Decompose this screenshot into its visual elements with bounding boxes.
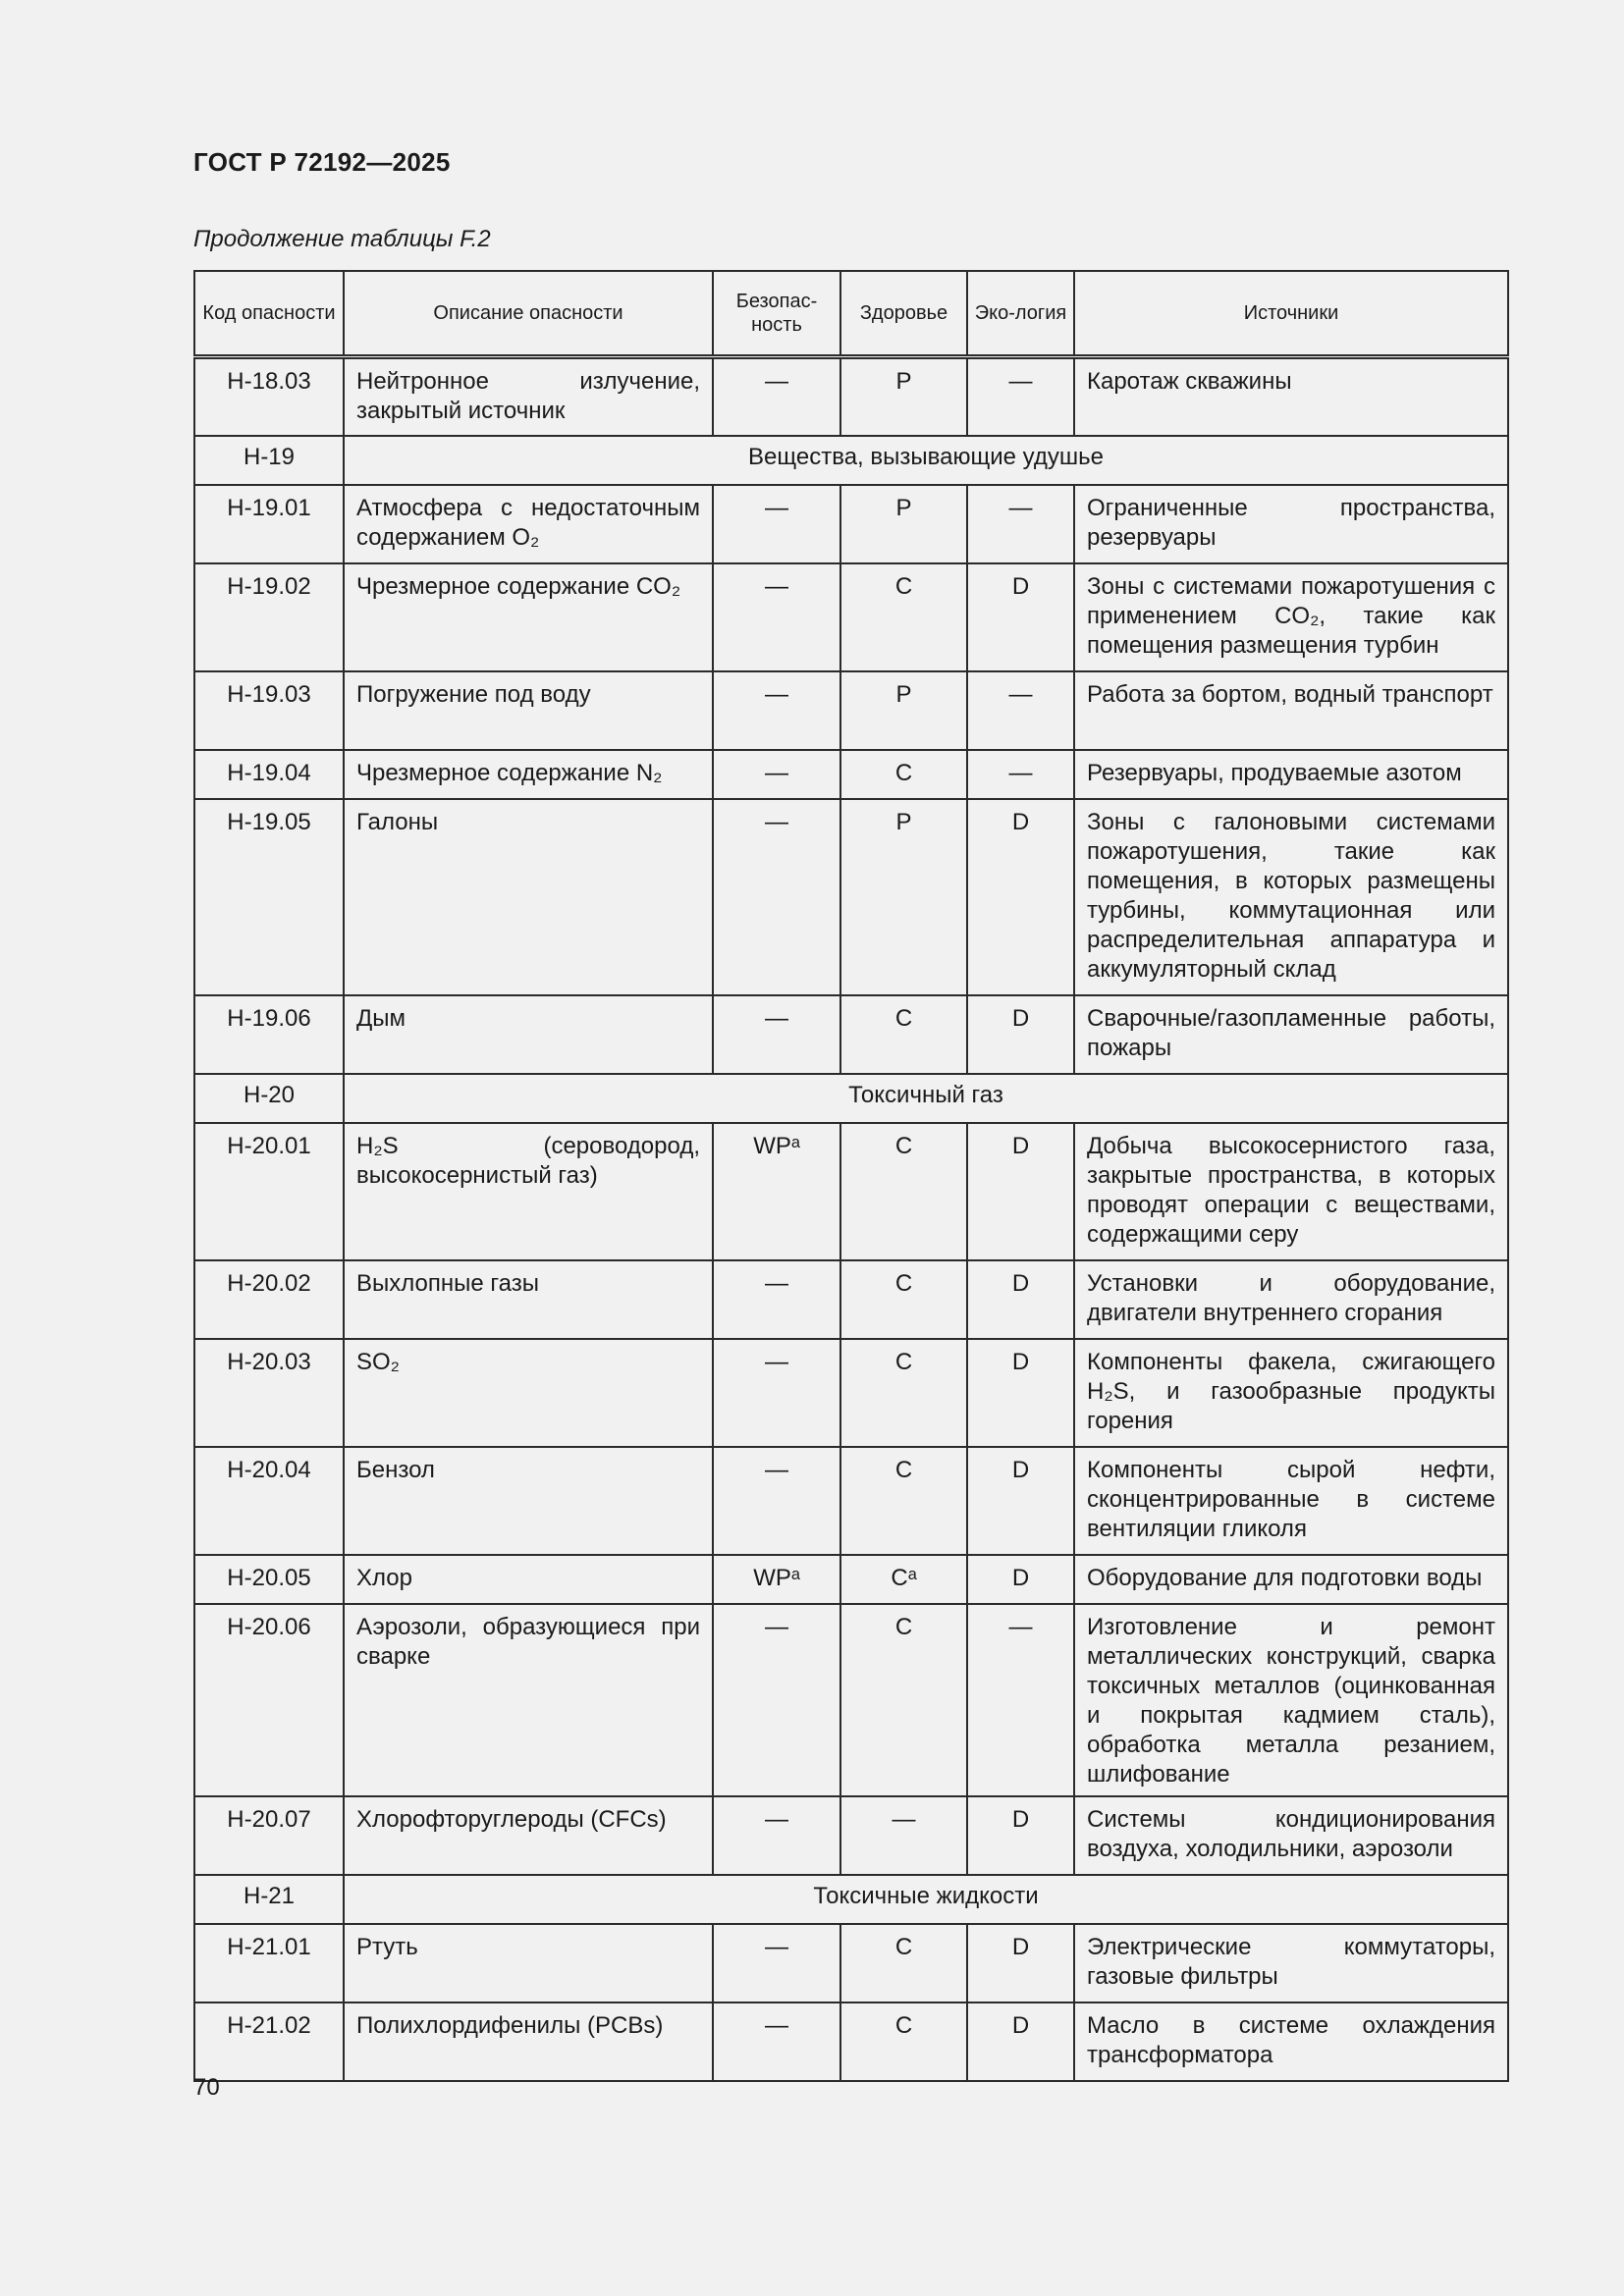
column-header-ecology: Эко-логия bbox=[967, 271, 1074, 357]
table-row bbox=[194, 1555, 1508, 1604]
ecology-value: D bbox=[967, 1339, 1074, 1447]
ecology-value: D bbox=[967, 1123, 1074, 1260]
group-code: H-21 bbox=[194, 1875, 344, 1924]
hazard-sources: Резервуары, продуваемые азотом bbox=[1074, 750, 1508, 799]
table-row bbox=[194, 1604, 1508, 1796]
safety-value: — bbox=[713, 1796, 840, 1875]
health-value: C bbox=[840, 563, 967, 671]
safety-value: — bbox=[713, 1260, 840, 1339]
safety-value: — bbox=[713, 563, 840, 671]
safety-value: — bbox=[713, 799, 840, 995]
hazard-description: Чрезмерное содержание N₂ bbox=[344, 750, 713, 799]
hazard-code: H-20.06 bbox=[194, 1604, 344, 1796]
table-group-row bbox=[194, 436, 1508, 485]
hazard-description: H₂S (сероводород, высокосернистый газ) bbox=[344, 1123, 713, 1260]
group-title: Вещества, вызывающие удушье bbox=[344, 436, 1508, 485]
table-row bbox=[194, 671, 1508, 750]
hazard-description: Дым bbox=[344, 995, 713, 1074]
hazard-sources: Работа за бортом, водный транспорт bbox=[1074, 671, 1508, 750]
hazard-code: H-21.02 bbox=[194, 2002, 344, 2081]
table-group-row bbox=[194, 1875, 1508, 1924]
page-number: 70 bbox=[193, 2074, 220, 2101]
safety-value: — bbox=[713, 995, 840, 1074]
safety-value: — bbox=[713, 1924, 840, 2002]
safety-value: — bbox=[713, 357, 840, 436]
column-header-safety: Безопас-ность bbox=[713, 271, 840, 357]
health-value: — bbox=[840, 1796, 967, 1875]
health-value: C bbox=[840, 1447, 967, 1555]
hazard-code: H-21.01 bbox=[194, 1924, 344, 2002]
hazard-sources: Ограниченные пространства, резервуары bbox=[1074, 485, 1508, 563]
group-code: H-19 bbox=[194, 436, 344, 485]
ecology-value: D bbox=[967, 1447, 1074, 1555]
table-row bbox=[194, 750, 1508, 799]
hazard-description: Хлор bbox=[344, 1555, 713, 1604]
column-header-health: Здоровье bbox=[840, 271, 967, 357]
group-title: Токсичные жидкости bbox=[344, 1875, 1508, 1924]
hazard-code: H-20.01 bbox=[194, 1123, 344, 1260]
table-row bbox=[194, 2002, 1508, 2081]
document-header: ГОСТ Р 72192—2025 bbox=[193, 147, 451, 177]
safety-value: — bbox=[713, 1447, 840, 1555]
hazard-description: Галоны bbox=[344, 799, 713, 995]
health-value: C bbox=[840, 995, 967, 1074]
hazard-description: Полихлордифенилы (PCBs) bbox=[344, 2002, 713, 2081]
hazard-description: Бензол bbox=[344, 1447, 713, 1555]
hazard-code: H-19.05 bbox=[194, 799, 344, 995]
hazard-sources: Системы кондиционирования воздуха, холодильники, аэрозоли bbox=[1074, 1796, 1508, 1875]
health-value: C bbox=[840, 1339, 967, 1447]
safety-value: WPᵃ bbox=[713, 1123, 840, 1260]
table-group-row bbox=[194, 1074, 1508, 1123]
ecology-value: D bbox=[967, 995, 1074, 1074]
hazard-sources: Оборудование для подготовки воды bbox=[1074, 1555, 1508, 1604]
hazard-sources: Компоненты факела, сжигающего H₂S, и газообразные продукты горения bbox=[1074, 1339, 1508, 1447]
hazard-code: H-20.03 bbox=[194, 1339, 344, 1447]
table-row bbox=[194, 995, 1508, 1074]
group-title: Токсичный газ bbox=[344, 1074, 1508, 1123]
ecology-value: — bbox=[967, 357, 1074, 436]
table-row bbox=[194, 1924, 1508, 2002]
health-value: C bbox=[840, 1924, 967, 2002]
hazard-description: Атмосфера с недостаточным содержанием O₂ bbox=[344, 485, 713, 563]
hazard-sources: Изготовление и ремонт металлических конструкций, сварка токсичных металлов (оцинкованная и покрытая кадмием сталь), обработка металла резанием, шлифование bbox=[1074, 1604, 1508, 1796]
health-value: C bbox=[840, 1260, 967, 1339]
hazard-code: H-20.07 bbox=[194, 1796, 344, 1875]
hazard-description: Чрезмерное содержание CO₂ bbox=[344, 563, 713, 671]
safety-value: — bbox=[713, 485, 840, 563]
health-value: P bbox=[840, 671, 967, 750]
safety-value: — bbox=[713, 750, 840, 799]
hazard-sources: Каротаж скважины bbox=[1074, 357, 1508, 436]
safety-value: — bbox=[713, 2002, 840, 2081]
table-row bbox=[194, 1796, 1508, 1875]
group-code: H-20 bbox=[194, 1074, 344, 1123]
table-caption: Продолжение таблицы F.2 bbox=[193, 226, 491, 252]
hazard-description: Ртуть bbox=[344, 1924, 713, 2002]
ecology-value: D bbox=[967, 1260, 1074, 1339]
ecology-value: — bbox=[967, 750, 1074, 799]
ecology-value: — bbox=[967, 671, 1074, 750]
safety-value: WPᵃ bbox=[713, 1555, 840, 1604]
health-value: P bbox=[840, 357, 967, 436]
safety-value: — bbox=[713, 1339, 840, 1447]
hazard-sources: Установки и оборудование, двигатели внутреннего сгорания bbox=[1074, 1260, 1508, 1339]
hazard-code: H-19.04 bbox=[194, 750, 344, 799]
health-value: C bbox=[840, 1123, 967, 1260]
ecology-value: — bbox=[967, 485, 1074, 563]
health-value: C bbox=[840, 2002, 967, 2081]
hazard-code: H-19.06 bbox=[194, 995, 344, 1074]
hazard-sources: Сварочные/газопламенные работы, пожары bbox=[1074, 995, 1508, 1074]
health-value: Cᵃ bbox=[840, 1555, 967, 1604]
hazard-code: H-20.02 bbox=[194, 1260, 344, 1339]
column-header-description: Описание опасности bbox=[344, 271, 713, 357]
safety-value: — bbox=[713, 671, 840, 750]
hazard-sources: Электрические коммутаторы, газовые фильтры bbox=[1074, 1924, 1508, 2002]
ecology-value: D bbox=[967, 1924, 1074, 2002]
ecology-value: D bbox=[967, 1555, 1074, 1604]
hazard-description: Хлорофторуглероды (CFCs) bbox=[344, 1796, 713, 1875]
table-row bbox=[194, 1123, 1508, 1260]
ecology-value: D bbox=[967, 799, 1074, 995]
hazard-code: H-19.02 bbox=[194, 563, 344, 671]
hazard-description: SO₂ bbox=[344, 1339, 713, 1447]
column-header-code: Код опасности bbox=[194, 271, 344, 357]
hazard-sources: Масло в системе охлаждения трансформатора bbox=[1074, 2002, 1508, 2081]
hazard-code: H-20.04 bbox=[194, 1447, 344, 1555]
hazard-sources: Компоненты сырой нефти, сконцентрированные в системе вентиляции гликоля bbox=[1074, 1447, 1508, 1555]
hazard-description: Выхлопные газы bbox=[344, 1260, 713, 1339]
hazard-description: Погружение под воду bbox=[344, 671, 713, 750]
table-body bbox=[194, 357, 1508, 2081]
table-row bbox=[194, 563, 1508, 671]
hazard-sources: Зоны с галоновыми системами пожаротушения, такие как помещения, в которых размещены турбины, коммутационная или распределительная аппаратура и аккумуляторный склад bbox=[1074, 799, 1508, 995]
hazard-code: H-19.03 bbox=[194, 671, 344, 750]
table-row bbox=[194, 1339, 1508, 1447]
hazard-description: Аэрозоли, образующиеся при сварке bbox=[344, 1604, 713, 1796]
ecology-value: — bbox=[967, 1604, 1074, 1796]
hazard-table bbox=[193, 270, 1509, 2082]
health-value: C bbox=[840, 1604, 967, 1796]
ecology-value: D bbox=[967, 563, 1074, 671]
column-header-sources: Источники bbox=[1074, 271, 1508, 357]
hazard-code: H-19.01 bbox=[194, 485, 344, 563]
health-value: P bbox=[840, 799, 967, 995]
table-row bbox=[194, 1447, 1508, 1555]
hazard-code: H-20.05 bbox=[194, 1555, 344, 1604]
safety-value: — bbox=[713, 1604, 840, 1796]
table-row bbox=[194, 799, 1508, 995]
ecology-value: D bbox=[967, 2002, 1074, 2081]
hazard-sources: Зоны с системами пожаротушения с применением CO₂, такие как помещения размещения турбин bbox=[1074, 563, 1508, 671]
health-value: C bbox=[840, 750, 967, 799]
hazard-description: Нейтронное излучение, закрытый источник bbox=[344, 357, 713, 436]
table-row bbox=[194, 1260, 1508, 1339]
table-header-row bbox=[194, 271, 1508, 357]
hazard-code: H-18.03 bbox=[194, 357, 344, 436]
hazard-sources: Добыча высокосернистого газа, закрытые пространства, в которых проводят операции с веществами, содержащими серу bbox=[1074, 1123, 1508, 1260]
table-row bbox=[194, 485, 1508, 563]
health-value: P bbox=[840, 485, 967, 563]
table-row bbox=[194, 357, 1508, 436]
ecology-value: D bbox=[967, 1796, 1074, 1875]
